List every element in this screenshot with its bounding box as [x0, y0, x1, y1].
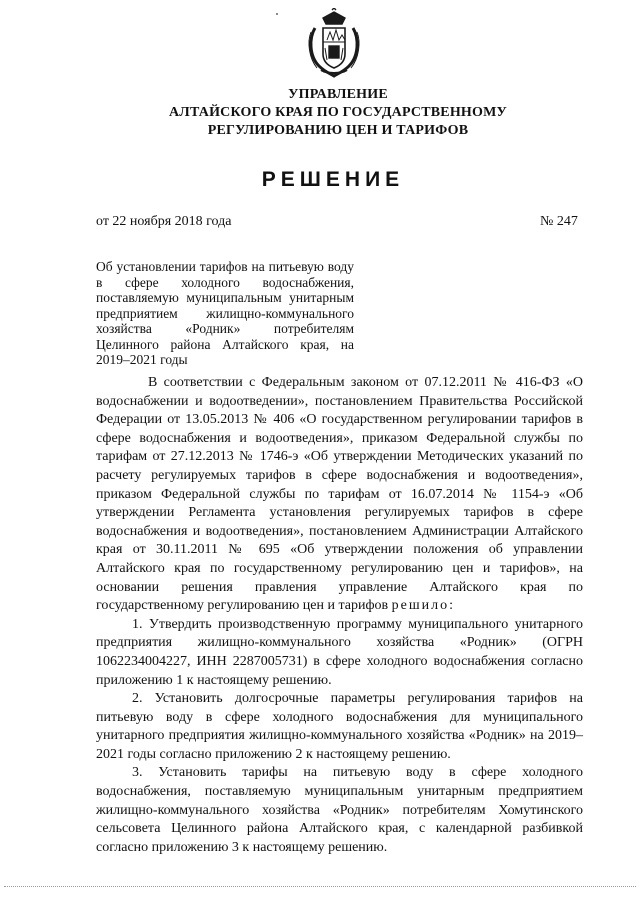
resolution-item-2: 2. Установить долгосрочные параметры регулирования тарифов на питьевую воду в сфере холодного водоснабжения для муниципального унитарного предприятия жилищно-коммунального хозяйства «Родник» на 2019–2021 годы согласно приложению 2 к настоящему решению. [96, 691, 583, 762]
agency-line: УПРАВЛЕНИЕ [288, 87, 388, 102]
document-number: № 247 [540, 214, 578, 229]
scan-speck [276, 13, 278, 15]
agency-line: РЕГУЛИРОВАНИЮ ЦЕН И ТАРИФОВ [207, 123, 469, 138]
preamble-text: В соответствии с Федеральным законом от 07.12.2011 № 416-ФЗ «О водоснабжении и водоотведении», постановлением Правительства Российской Федерации от 13.05.2013 № 406 «О государственном регулировании тарифов в сфере водоснабжения и водоотведения», приказом Федеральной службы по тарифам от 27.12.2013 № 1746-э «Об утверждении Методических указаний по расчету регулируемых тарифов в сфере водоснабжения и водоотведения», приказом Федеральной службы по тарифам от 16.07.2014 № 1154-э «Об утверждении Регламента установления регулируемых тарифов в сфере водоснабжения и водоотведения», постановлением Администрации Алтайского края от 30.11.2011 № 695 «Об утверждении положения об управлении Алтайского края по государственному регулированию цен и тарифов», на основании решения правления управление Алтайского края по государственному регулированию цен и тарифов [96, 375, 583, 614]
document-subject: Об установлении тарифов на питьевую воду в сфере холодного водоснабжения, поставляемую муниципальным унитарным предприятием жилищно-коммунального хозяйства «Родник» потребителям Целинного района Алтайского края, на 2019–2021 годы [96, 259, 354, 367]
preamble-paragraph: В соответствии с Федеральным законом от 07.12.2011 № 416-ФЗ «О водоснабжении и водоотведении», постановлением Правительства Российской Федерации от 13.05.2013 № 406 «О государственном регулировании тарифов в сфере водоснабжения и водоотведения», приказом Федеральной службы по тарифам от 27.12.2013 № 1746-э «Об утверждении Методических указаний по расчету регулируемых тарифов в сфере водоснабжения и водоотведения», приказом Федеральной службы по тарифам от 16.07.2014 № 1154-э «Об утверждении Регламента установления регулируемых тарифов в сфере водоснабжения и водоотведения», постановлением Администрации Алтайского края от 30.11.2011 № 695 «Об утверждении положения об управлении Алтайского края по государственному регулированию цен и тарифов», на основании решения правления управление Алтайского края по государственному регулированию цен и тарифов решило: [96, 375, 583, 614]
resolution-item-1: 1. Утвердить производственную программу муниципального унитарного предприятия жилищно-коммунального хозяйства «Родник» (ОГРН 1062234004227, ИНН 2287005731) в сфере холодного водоснабжения согласно приложению 1 к настоящему решению. [96, 616, 583, 688]
document-type-title: РЕШЕНИЕ [261, 168, 405, 191]
resolution-item-3: 3. Установить тарифы на питьевую воду в сфере холодного водоснабжения, поставляемую муниципальным унитарным предприятием жилищно-коммунального хозяйства «Родник» потребителям Хомутинского сельсовета Целинного района Алтайского края, с календарной разбивкой согласно приложению 3 к настоящему решению. [96, 765, 583, 855]
agency-line: АЛТАЙСКОГО КРАЯ ПО ГОСУДАРСТВЕННОМУ [169, 105, 507, 120]
coat-of-arms-emblem [301, 8, 367, 78]
issuing-agency [0, 86, 640, 140]
page-footer-divider [4, 886, 636, 887]
document-body [96, 374, 583, 857]
resolved-word: решило [391, 598, 450, 614]
document-date: от 22 ноября 2018 года [96, 214, 232, 229]
